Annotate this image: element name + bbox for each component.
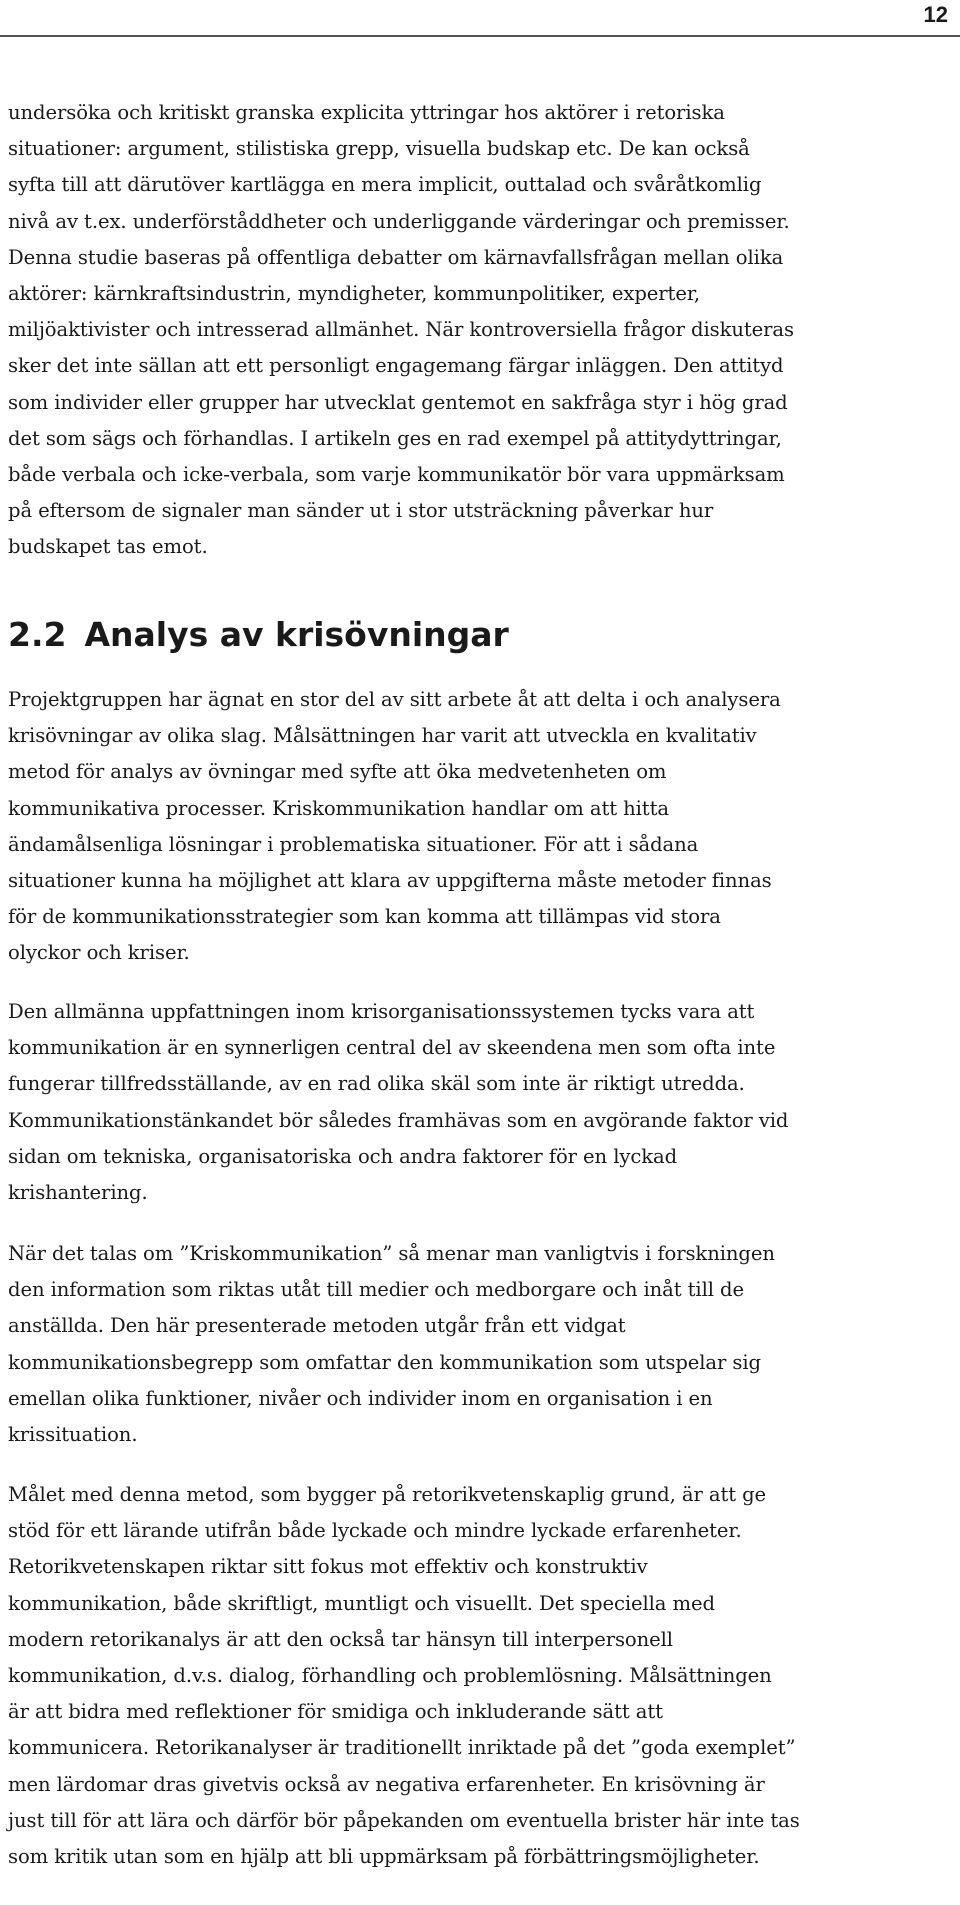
text-line: aktörer: kärnkraftsindustrin, myndigheter, kommunpolitiker, experter, <box>8 282 701 306</box>
text-line: fungerar tillfredsställande, av en rad olika skäl som inte är riktigt utredda. <box>8 1072 745 1096</box>
text-line: nivå av t.ex. underförståddheter och underliggande värderingar och premisser. <box>8 209 790 233</box>
text-line: anställda. Den här presenterade metoden utgår från ett vidgat <box>8 1314 626 1338</box>
text-line: ändamålsenliga lösningar i problematiska situationer. För att i sådana <box>8 832 699 856</box>
text-line: situationer kunna ha möjlighet att klara av uppgifterna måste metoder finnas <box>8 869 772 893</box>
text-line: syfta till att därutöver kartlägga en mera implicit, outtalad och svåråtkomlig <box>8 173 762 197</box>
text-line: Målet med denna metod, som bygger på retorikvetenskaplig grund, är att ge <box>8 1483 767 1506</box>
text-line: det som sägs och förhandlas. I artikeln ges en rad exempel på attitydyttringar, <box>8 426 782 450</box>
text-line: situationer: argument, stilistiska grepp, visuella budskap etc. De kan också <box>8 137 750 161</box>
text-line: krisövningar av olika slag. Målsättningen har varit att utveckla en kvalitativ <box>8 724 757 748</box>
intro-paragraph <box>8 95 960 566</box>
text-line: kommunicera. Retorikanalyser är traditionellt inriktade på det ”goda exemplet” <box>8 1736 796 1760</box>
text-line: modern retorikanalys är att den också tar hänsyn till interpersonell <box>8 1627 673 1651</box>
text-line: är att bidra med reflektioner för smidiga och inkluderande sätt att <box>8 1700 663 1724</box>
text-line: den information som riktas utåt till medier och medborgare och inåt till de <box>8 1278 744 1302</box>
paragraph-krisovningar <box>8 682 960 972</box>
text-line: metod för analys av övningar med syfte att öka medvetenheten om <box>8 760 667 784</box>
text-line: olyckor och kriser. <box>8 941 190 965</box>
text-line: sidan om tekniska, organisatoriska och andra faktorer för en lyckad <box>8 1144 678 1168</box>
text-line: både verbala och icke-verbala, som varje kommunikatör bör vara uppmärksam <box>8 463 785 487</box>
text-line: kommunikationsbegrepp som omfattar den kommunikation som utspelar sig <box>8 1350 761 1374</box>
text-line: När det talas om ”Kriskommunikation” så menar man vanligtvis i forskningen <box>8 1242 775 1265</box>
paragraph-kriskommunikation <box>8 1236 960 1453</box>
text-line: kommunikation är en synnerligen central del av skeendena men som ofta inte <box>8 1036 776 1060</box>
text-line: stöd för ett lärande utifrån både lyckade och mindre lyckade erfarenheter. <box>8 1519 742 1543</box>
section-heading <box>8 615 509 655</box>
paragraph-allmanna-uppfattningen <box>8 994 960 1211</box>
text-line: Projektgruppen har ägnat en stor del av sitt arbete åt att delta i och analysera <box>8 688 781 711</box>
section-number: 2.2 <box>8 615 67 654</box>
text-line: Kommunikationstänkandet bör således framhävas som en avgörande faktor vid <box>8 1108 789 1132</box>
text-line: för de kommunikationsstrategier som kan komma att tillämpas vid stora <box>8 905 721 929</box>
text-line: sker det inte sällan att ett personligt engagemang färgar inläggen. Den attityd <box>8 354 784 378</box>
text-line: kommunikation, både skriftligt, muntligt och visuellt. Det speciella med <box>8 1591 715 1615</box>
text-line: krissituation. <box>8 1423 138 1447</box>
text-line: miljöaktivister och intresserad allmänhet. När kontroversiella frågor diskuteras <box>8 318 794 342</box>
text-line: Retorikvetenskapen riktar sitt fokus mot effektiv och konstruktiv <box>8 1555 648 1579</box>
text-line: som kritik utan som en hjälp att bli uppmärksam på förbättringsmöjligheter. <box>8 1845 760 1869</box>
text-line: kommunikation, d.v.s. dialog, förhandling och problemlösning. Målsättningen <box>8 1664 772 1688</box>
text-line: men lärdomar dras givetvis också av negativa erfarenheter. En krisövning är <box>8 1772 765 1796</box>
section-title: Analys av krisövningar <box>84 615 509 654</box>
paragraph-malet-med-metoden <box>8 1477 960 1875</box>
header-rule <box>0 35 960 37</box>
text-line: som individer eller grupper har utvecklat gentemot en sakfråga styr i hög grad <box>8 390 788 414</box>
text-line: undersöka och kritiskt granska explicita yttringar hos aktörer i retoriska <box>8 101 725 124</box>
page-number: 12 <box>923 2 948 27</box>
text-line: Denna studie baseras på offentliga debatter om kärnavfallsfrågan mellan olika <box>8 245 784 269</box>
text-line: kommunikativa processer. Kriskommunikation handlar om att hitta <box>8 796 669 820</box>
text-line: krishantering. <box>8 1181 148 1205</box>
text-line: just till för att lära och därför bör påpekanden om eventuella brister här inte tas <box>8 1808 800 1832</box>
text-line: på eftersom de signaler man sänder ut i stor utsträckning påverkar hur <box>8 499 714 523</box>
text-line: Den allmänna uppfattningen inom krisorganisationssystemen tycks vara att <box>8 1000 755 1023</box>
text-line: emellan olika funktioner, nivåer och individer inom en organisation i en <box>8 1386 713 1410</box>
text-line: budskapet tas emot. <box>8 535 208 559</box>
